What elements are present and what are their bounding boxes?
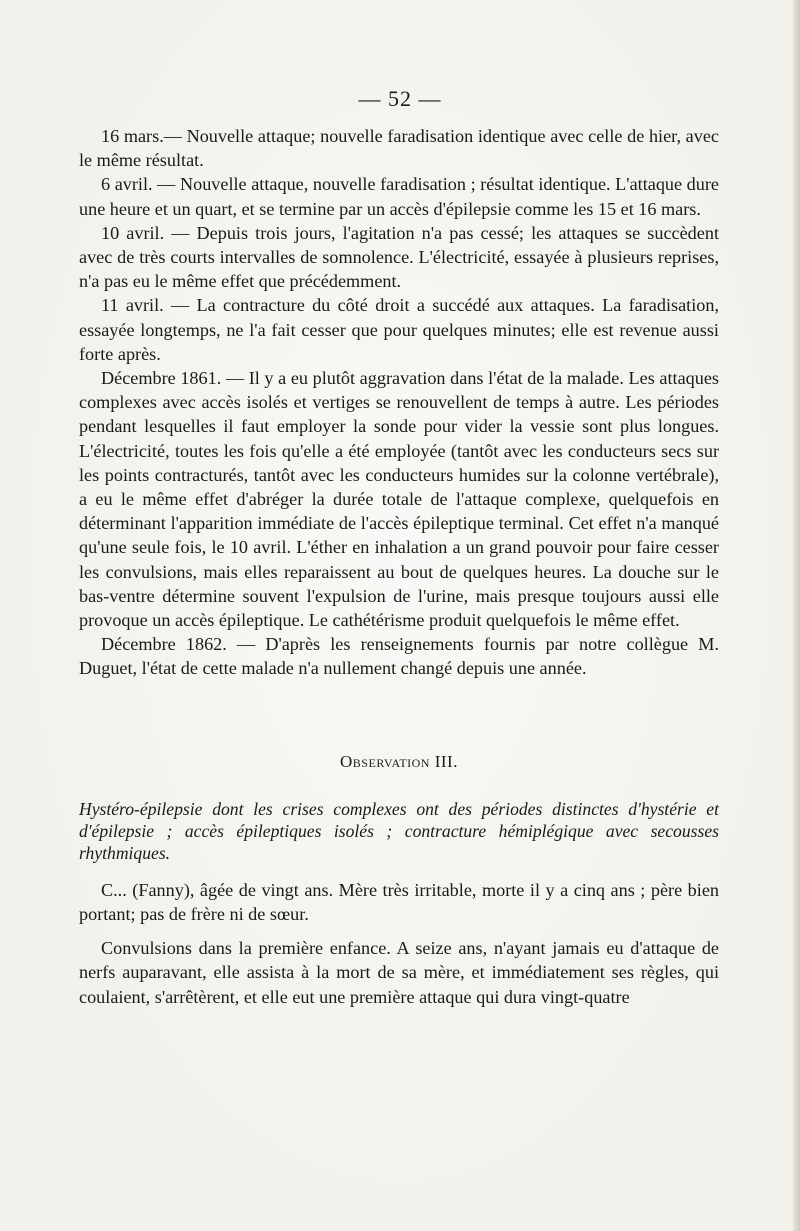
observation-heading-text: Observation III. xyxy=(340,751,458,771)
paragraph-patient-intro: C... (Fanny), âgée de vingt ans. Mère très irritable, morte il y a cinq ans ; père bien portant; pas de frère ni de sœur. xyxy=(79,879,719,925)
page-number: — 52 — xyxy=(358,86,442,111)
observation-subtitle: Hystéro-épilepsie dont les crises complexes ont des périodes distinctes d'hystérie et d'épilepsie ; accès épileptiques isolés ; contracture hémiplégique avec secousses rhythmiques. xyxy=(79,798,719,863)
page-edge xyxy=(793,0,800,1231)
paragraph-decembre-1861: Décembre 1861. — Il y a eu plutôt aggravation dans l'état de la malade. Les attaques complexes avec accès isolés et vertiges se renouvellent de temps à autre. Les périodes pendant lesquelles il faut employer la sonde pour vider la vessie sont plus longues. L'électricité, toutes les fois qu'elle a été employée (tantôt avec les conducteurs secs sur les points contracturés, tantôt avec les conducteurs humides sur la colonne vertébrale), a eu le même effet d'abréger la durée totale de l'attaque complexe, quelquefois en déterminant l'apparition immédiate de l'accès épileptique terminal. Cet effet n'a manqué qu'une seule fois, le 10 avril. L'éther en inhalation a un grand pouvoir pour faire cesser les convulsions, mais elles reparaissent au bout de quelques heures. La douche sur le bas-ventre détermine souvent l'expulsion de l'urine, mais presque toujours aussi elle provoque un accès épileptique. Le cathétérisme produit quelquefois le même effet. xyxy=(79,368,719,631)
paragraph-decembre-1862: Décembre 1862. — D'après les renseignements fournis par notre collègue M. Duguet, l'état de cette malade n'a nullement changé depuis une année. xyxy=(79,634,719,679)
observation-heading xyxy=(79,750,719,774)
paragraph-11-avril: 11 avril. — La contracture du côté droit a succédé aux attaques. La faradisation, essayée longtemps, ne l'a fait cesser que pour quelques minutes; elle est revenue aussi forte après. xyxy=(79,295,719,364)
body-text xyxy=(79,124,719,1009)
paragraph-6-avril: 6 avril. — Nouvelle attaque, nouvelle faradisation ; résultat identique. L'attaque dure une heure et un quart, et se termine par un accès d'épilepsie comme les 15 et 16 mars. xyxy=(79,174,719,219)
paragraph-convulsions: Convulsions dans la première enfance. A seize ans, n'ayant jamais eu d'attaque de nerfs auparavant, elle assista à la mort de sa mère, et immédiatement ses règles, qui coulaient, s'arrêtèrent, et elle eut une première attaque qui dura vingt-quatre xyxy=(79,938,719,1007)
paragraph-10-avril: 10 avril. — Depuis trois jours, l'agitation n'a pas cessé; les attaques se succèdent avec de très courts intervalles de somnolence. L'électricité, essayée à plusieurs reprises, n'a pas eu le même effet que précédemment. xyxy=(79,222,719,292)
paragraph-16-mars: 16 mars.— Nouvelle attaque; nouvelle faradisation identique avec celle de hier, avec le même résultat. xyxy=(79,126,719,171)
